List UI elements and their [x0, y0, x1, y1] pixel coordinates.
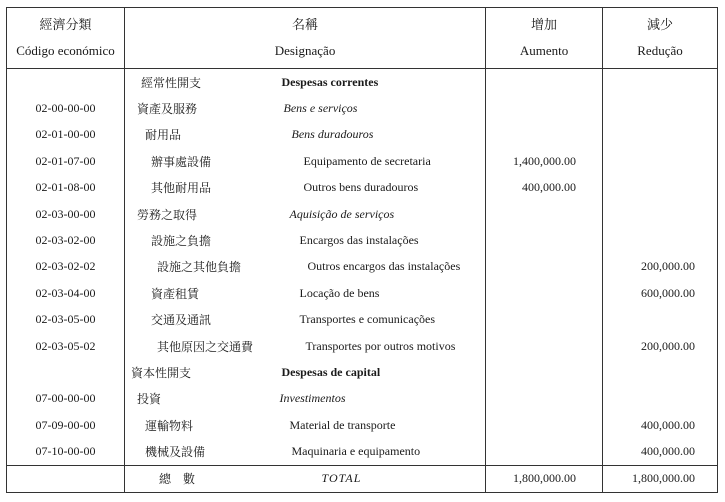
row-zh: 設施之負擔: [125, 227, 270, 253]
table-row: [7, 307, 718, 333]
row-increase: [486, 307, 603, 333]
row-increase: [486, 201, 603, 227]
row-increase: 400,000.00: [486, 175, 603, 201]
header-code: [7, 8, 125, 69]
row-decrease: 400,000.00: [603, 438, 718, 465]
row-code: [7, 359, 125, 385]
row-code: 02-01-07-00: [35, 153, 96, 168]
row-pt: Maquinaria e equipamento: [291, 444, 421, 459]
row-zh: 其他耐用品: [125, 175, 270, 201]
row-zh: 勞務之取得: [125, 201, 270, 227]
total-decrease: 1,800,000.00: [603, 465, 718, 492]
row-zh: 耐用品: [125, 122, 270, 148]
row-pt: Bens duradouros: [291, 127, 374, 142]
row-decrease: [603, 307, 718, 333]
row-increase: [486, 333, 603, 359]
row-decrease: 400,000.00: [603, 412, 718, 438]
row-increase: [486, 280, 603, 306]
row-pt: Equipamento de secretaria: [303, 153, 431, 168]
row-increase: [486, 359, 603, 385]
table-row: [7, 359, 718, 385]
row-pt: Transportes e comunicações: [299, 312, 436, 327]
row-pt: Encargos das instalações: [299, 233, 419, 248]
table-row: [7, 95, 718, 121]
row-zh: 資本性開支: [125, 359, 270, 385]
row-zh: 交通及通訊: [125, 307, 270, 333]
header-designation: [125, 8, 486, 69]
row-increase: [486, 254, 603, 280]
table-row: [7, 386, 718, 412]
row-zh: 機械及設備: [125, 438, 270, 465]
row-pt: Outros encargos das instalações: [307, 259, 461, 274]
header-inc-pt: Aumento: [519, 43, 569, 58]
total-row: [7, 465, 718, 492]
budget-sheet: [6, 7, 717, 491]
row-code: 07-00-00-00: [35, 391, 96, 406]
row-decrease: 600,000.00: [603, 280, 718, 306]
header-increase: [486, 8, 603, 69]
row-increase: 1,400,000.00: [486, 148, 603, 174]
row-pt: Aquisição de serviços: [289, 206, 395, 221]
header-desig-pt: Designação: [274, 43, 336, 58]
table-row: [7, 333, 718, 359]
row-pt: Locação de bens: [299, 285, 380, 300]
row-decrease: 200,000.00: [603, 333, 718, 359]
row-pt: Material de transporte: [289, 417, 396, 432]
budget-table: [6, 7, 718, 493]
table-row: [7, 412, 718, 438]
row-increase: [486, 386, 603, 412]
row-zh: 運輸物料: [125, 412, 270, 438]
header-dec-pt: Redução: [637, 43, 683, 58]
row-zh: 投資: [125, 386, 270, 412]
total-increase: 1,800,000.00: [486, 465, 603, 492]
row-increase: [486, 69, 603, 96]
row-increase: [486, 438, 603, 465]
row-code: 02-01-00-00: [35, 127, 96, 142]
row-decrease: [603, 386, 718, 412]
table-row: [7, 227, 718, 253]
header-inc-zh: 增加: [531, 17, 558, 32]
row-code: [7, 69, 125, 96]
row-pt: Investimentos: [279, 391, 346, 406]
row-code: 07-09-00-00: [35, 417, 96, 432]
row-code: 02-03-04-00: [35, 285, 96, 300]
table-row: [7, 69, 718, 96]
table-row: [7, 175, 718, 201]
table-row: [7, 122, 718, 148]
row-zh: 設施之其他負擔: [125, 254, 270, 280]
table-row: [7, 148, 718, 174]
table-row: [7, 438, 718, 465]
row-pt: Outros bens duradouros: [303, 180, 419, 195]
row-decrease: [603, 148, 718, 174]
row-decrease: [603, 201, 718, 227]
row-increase: [486, 122, 603, 148]
row-decrease: [603, 69, 718, 96]
table-row: [7, 280, 718, 306]
row-pt: Bens e serviços: [283, 101, 358, 116]
row-decrease: [603, 359, 718, 385]
row-zh: 經常性開支: [125, 69, 270, 96]
table-row: [7, 254, 718, 280]
row-code: 07-10-00-00: [35, 444, 96, 459]
row-decrease: [603, 95, 718, 121]
row-pt: Transportes por outros motivos: [305, 338, 456, 353]
row-code: 02-01-08-00: [35, 180, 96, 195]
row-increase: [486, 95, 603, 121]
header-code-zh: 經濟分類: [39, 17, 92, 32]
row-pt: Despesas de capital: [281, 364, 381, 379]
row-code: 02-03-05-02: [35, 338, 96, 353]
row-zh: 其他原因之交通費: [125, 333, 270, 359]
row-decrease: [603, 175, 718, 201]
row-zh: 資產租賃: [125, 280, 270, 306]
header-decrease: [603, 8, 718, 69]
row-decrease: [603, 122, 718, 148]
row-code: 02-00-00-00: [35, 101, 96, 116]
row-zh: 資產及服務: [125, 95, 270, 121]
total-label-zh: 總 數: [125, 465, 270, 492]
row-code: 02-03-02-00: [35, 233, 96, 248]
row-decrease: [603, 227, 718, 253]
row-decrease: 200,000.00: [603, 254, 718, 280]
table-row: [7, 201, 718, 227]
header-desig-zh: 名稱: [292, 17, 319, 32]
row-code: 02-03-00-00: [35, 206, 96, 221]
row-pt: Despesas correntes: [281, 74, 379, 89]
header-row: [7, 8, 718, 69]
row-increase: [486, 227, 603, 253]
total-code: [7, 465, 125, 492]
header-dec-zh: 減少: [647, 17, 674, 32]
row-zh: 辦事處設備: [125, 148, 270, 174]
header-code-pt: Código económico: [16, 43, 115, 58]
row-code: 02-03-02-02: [35, 259, 96, 274]
total-label-pt: TOTAL: [270, 465, 486, 492]
row-increase: [486, 412, 603, 438]
row-code: 02-03-05-00: [35, 312, 96, 327]
